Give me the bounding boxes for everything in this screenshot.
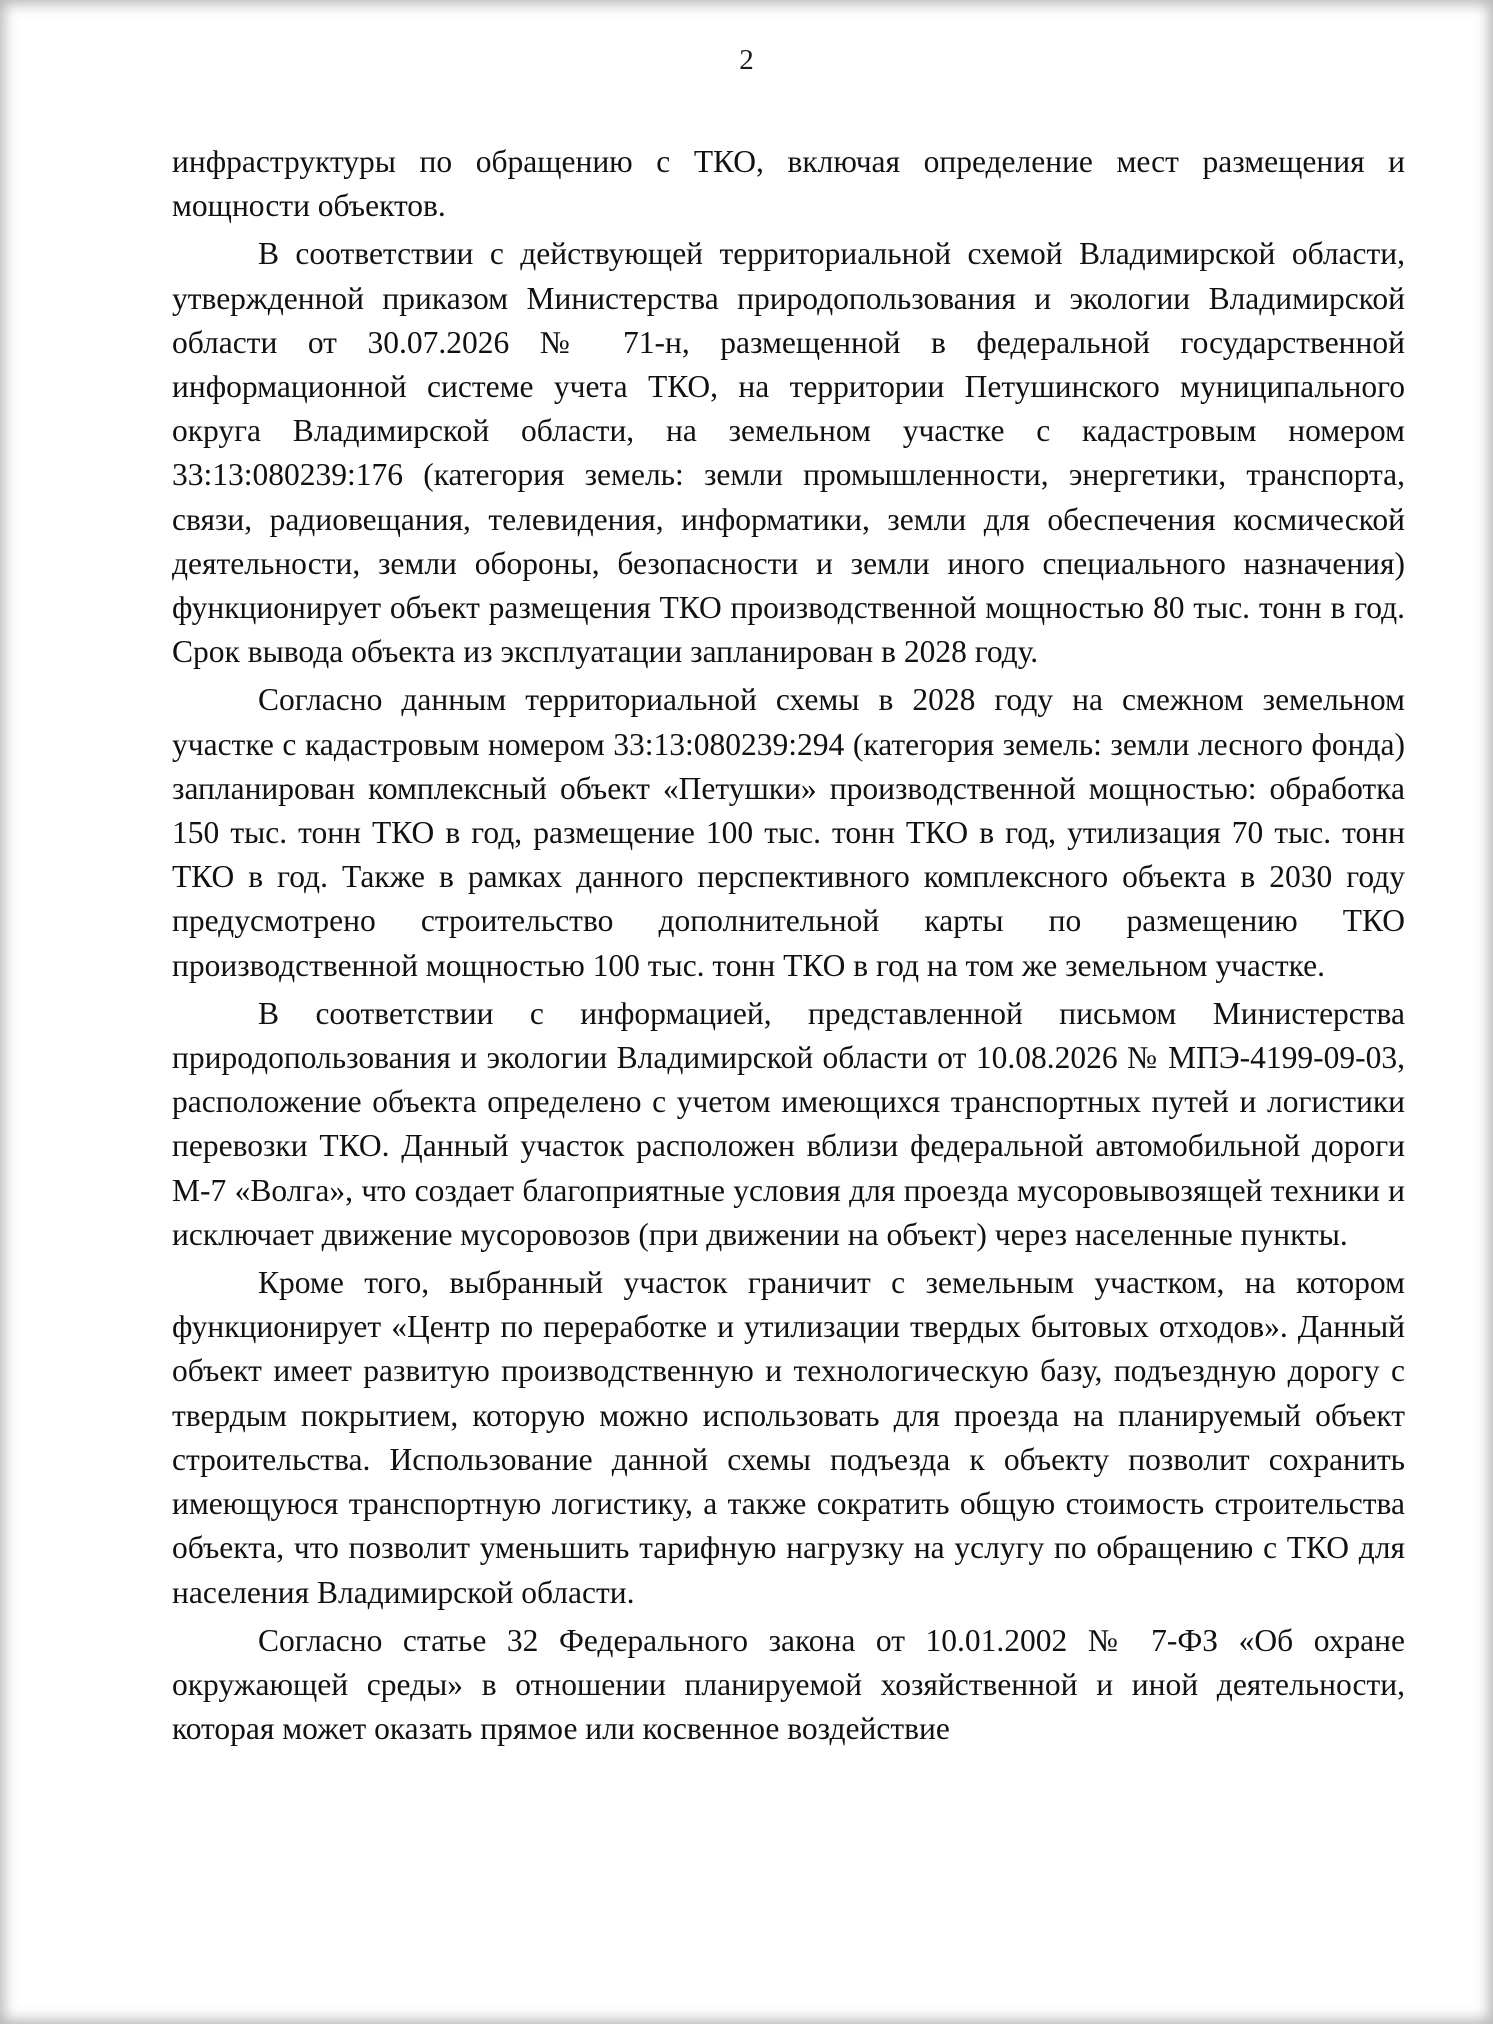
paragraph-federal-law: Согласно статье 32 Федерального закона от 10.01.2002 № 7-ФЗ «Об охране окружающей среды» в отношении планируемой хозяйственной и иной деятельности, которая может оказать прямое или косвенное воздействие	[172, 1622, 1405, 1747]
paragraph-ministry-letter: В соответствии с информацией, представленной письмом Министерства природопользования и экологии Владимирской области от 10.08.2026 № МПЭ-4199-09-03, расположение объекта определено с учетом имеющихся транспортных путей и логистики перевозки ТКО. Данный участок расположен вблизи федеральной автомобильной дороги М-7 «Волга», что создает благоприятные условия для проезда мусоровывозящей техники и исключает движение мусоровозов (при движении на объект) через населенные пункты.	[172, 995, 1405, 1252]
paragraph-continuation: инфраструктуры по обращению с ТКО, включая определение мест размещения и мощности объектов.	[172, 144, 1405, 224]
page-number: 2	[739, 44, 754, 76]
paragraph-adjacent-site: Кроме того, выбранный участок граничит с земельным участком, на котором функционирует «Центр по переработке и утилизации твердых бытовых отходов». Данный объект имеет развитую производственную и технологическую базу, подъездную дорогу с твердым покрытием, которую можно использовать для проезда на планируемый объект строительства. Использование данной схемы подъезда к объекту позволит сохранить имеющуюся транспортную логистику, а также сократить общую стоимость строительства объекта, что позволит уменьшить тарифную нагрузку на услугу по обращению с ТКО для населения Владимирской области.	[172, 1265, 1405, 1610]
paragraph-territorial-scheme: В соответствии с действующей территориальной схемой Владимирской области, утвержденной приказом Министерства природопользования и экологии Владимирской области от 30.07.2026 № 71-н, размещенной в федеральной государственной информационной системе учета ТКО, на территории Петушинского муниципального округа Владимирской области, на земельном участке с кадастровым номером 33:13:080239:176 (категория земель: земли промышленности, энергетики, транспорта, связи, радиовещания, телевидения, информатики, земли для обеспечения космической деятельности, земли обороны, безопасности и земли иного специального назначения) функционирует объект размещения ТКО производственной мощностью 80 тыс. тонн в год. Срок вывода объекта из эксплуатации запланирован в 2028 году.	[172, 236, 1405, 670]
document-body	[172, 140, 1405, 1751]
paragraph-complex-object: Согласно данным территориальной схемы в 2028 году на смежном земельном участке с кадастровым номером 33:13:080239:294 (категория земель: земли лесного фонда) запланирован комплексный объект «Петушки» производственной мощностью: обработка 150 тыс. тонн ТКО в год, размещение 100 тыс. тонн ТКО в год, утилизация 70 тыс. тонн ТКО в год. Также в рамках данного перспективного комплексного объекта в 2030 году предусмотрено строительство дополнительной карты по размещению ТКО производственной мощностью 100 тыс. тонн ТКО в год на том же земельном участке.	[172, 682, 1405, 983]
